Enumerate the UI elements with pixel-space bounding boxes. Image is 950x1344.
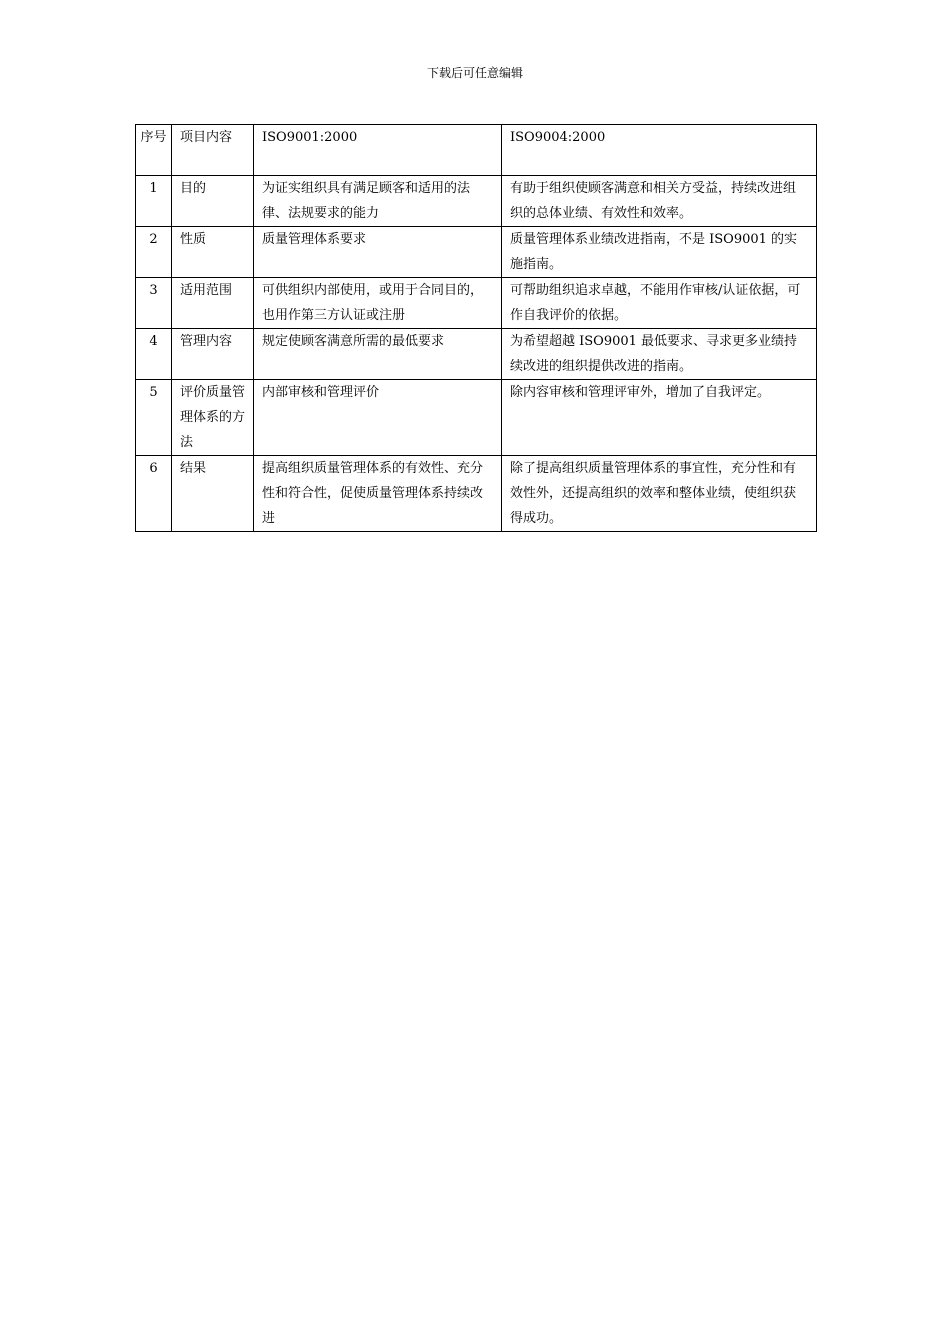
row-number: 2 (136, 227, 172, 278)
table-row (136, 456, 817, 532)
page-header: 下载后可任意编辑 (426, 66, 523, 80)
row-iso9004: 有助于组织使顾客满意和相关方受益，持续改进组织的总体业绩、有效性和效率。 (502, 176, 817, 227)
table-row (136, 176, 817, 227)
row-item: 目的 (172, 176, 254, 227)
table-header-row (136, 125, 817, 176)
row-number: 5 (136, 380, 172, 456)
row-item: 管理内容 (172, 329, 254, 380)
row-iso9004: 可帮助组织追求卓越，不能用作审核/认证依据，可作自我评价的依据。 (502, 278, 817, 329)
column-header-iso9004: ISO9004:2000 (502, 125, 817, 176)
row-iso9001: 可供组织内部使用，或用于合同目的，也用作第三方认证或注册 (254, 278, 502, 329)
row-iso9001: 提高组织质量管理体系的有效性、充分性和符合性，促使质量管理体系持续改进 (254, 456, 502, 532)
row-item: 结果 (172, 456, 254, 532)
row-number: 4 (136, 329, 172, 380)
table-row (136, 329, 817, 380)
row-iso9004: 为希望超越 ISO9001 最低要求、寻求更多业绩持续改进的组织提供改进的指南。 (502, 329, 817, 380)
column-header-no: 序号 (136, 125, 172, 176)
row-iso9004: 质量管理体系业绩改进指南，不是 ISO9001 的实施指南。 (502, 227, 817, 278)
row-number: 1 (136, 176, 172, 227)
row-iso9001: 规定使顾客满意所需的最低要求 (254, 329, 502, 380)
table-row (136, 227, 817, 278)
table-row (136, 380, 817, 456)
column-header-item: 项目内容 (172, 125, 254, 176)
row-iso9001: 内部审核和管理评价 (254, 380, 502, 456)
row-iso9001: 质量管理体系要求 (254, 227, 502, 278)
row-iso9004: 除内容审核和管理评审外，增加了自我评定。 (502, 380, 817, 456)
comparison-table (135, 124, 817, 532)
column-header-iso9001: ISO9001:2000 (254, 125, 502, 176)
row-iso9004: 除了提高组织质量管理体系的事宜性，充分性和有效性外，还提高组织的效率和整体业绩，使组织获得成功。 (502, 456, 817, 532)
row-item: 评价质量管理体系的方法 (172, 380, 254, 456)
row-item: 适用范围 (172, 278, 254, 329)
table-row (136, 278, 817, 329)
row-iso9001: 为证实组织具有满足顾客和适用的法律、法规要求的能力 (254, 176, 502, 227)
row-number: 6 (136, 456, 172, 532)
row-number: 3 (136, 278, 172, 329)
row-item: 性质 (172, 227, 254, 278)
